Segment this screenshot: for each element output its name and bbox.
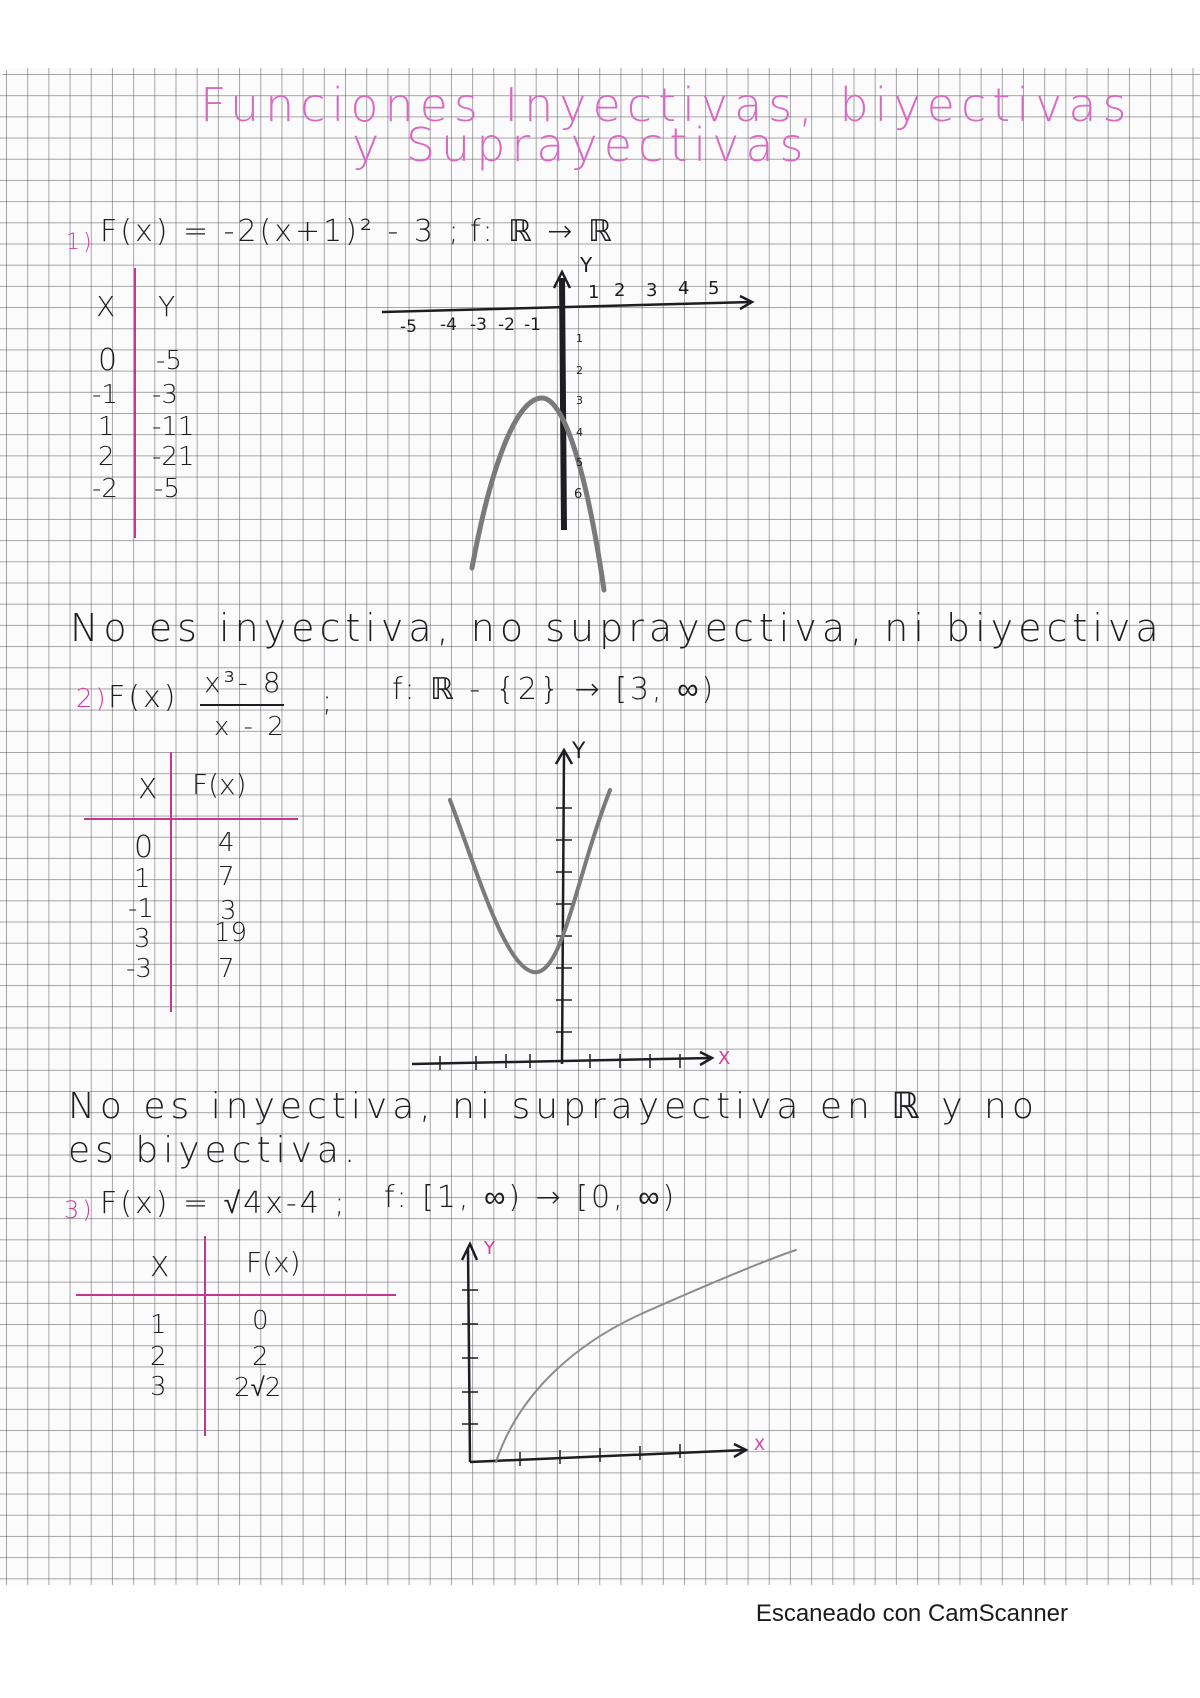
problem2-parabola-curve	[450, 790, 610, 972]
problem2-x-axis-label: X	[718, 1048, 731, 1069]
table-cell: 3	[134, 924, 151, 954]
problem3-y-axis-arrow	[462, 1244, 477, 1260]
problem3-x-axis	[470, 1450, 746, 1462]
table-cell: 0	[252, 1306, 269, 1336]
problem1-number: 1)	[66, 230, 95, 255]
table-cell: -1	[92, 380, 118, 410]
table-cell: 2	[150, 1342, 167, 1372]
problem3-sqrt-curve	[496, 1250, 796, 1462]
problem1-formula: F(x) = -2(x+1)² - 3 ;	[100, 214, 462, 249]
problem2-lhs: F(x)	[108, 680, 179, 715]
problem3-table-header-rule	[76, 1294, 396, 1296]
table-cell: 1	[98, 412, 115, 442]
camscanner-watermark: Escaneado con CamScanner	[755, 1600, 1068, 1627]
table-cell: 1	[134, 864, 151, 894]
problem3-mapping: f: [1, ∞) → [0, ∞)	[384, 1180, 678, 1215]
table-cell: -1	[128, 894, 154, 924]
problem1-x-axis	[382, 302, 752, 312]
problem3-y-axis	[468, 1248, 470, 1462]
x-tick-label: -3	[470, 315, 487, 335]
problem2-numerator: x³- 8	[204, 666, 284, 699]
x-tick-label: -4	[440, 315, 457, 335]
table-cell: 3	[150, 1372, 167, 1402]
problem3-formula: F(x) = √4x-4 ;	[100, 1186, 348, 1221]
problem3-x-axis-label: X	[754, 1435, 765, 1454]
page-title-line1: Funciones Inyectivas, biyectivas	[200, 78, 1133, 132]
table-cell: -11	[152, 412, 195, 442]
problem2-y-axis-label: Y	[572, 739, 586, 764]
table-cell: -21	[152, 442, 195, 472]
problem2-denominator: x - 2	[214, 712, 287, 742]
problem1-table-header-x: X	[96, 290, 116, 323]
x-tick-label: 5	[708, 278, 720, 299]
table-cell: 2	[252, 1342, 269, 1372]
table-cell: 19	[214, 918, 248, 948]
problem2-y-axis	[562, 752, 564, 1064]
problem1-table-header-y: Y	[158, 290, 176, 323]
table-cell: -3	[152, 380, 178, 410]
y-tick-label: 1	[576, 332, 583, 345]
problem3-table-header-fx: F(x)	[246, 1246, 301, 1279]
problem2-table-header-rule	[84, 818, 298, 820]
x-tick-label: 1	[588, 282, 600, 303]
table-cell: 7	[218, 862, 235, 892]
x-tick-label: -5	[400, 317, 417, 337]
problem1-conclusion: No es inyectiva, no suprayectiva, ni biyectiva	[70, 606, 1164, 650]
y-tick-label: 3	[576, 394, 583, 407]
problem3-table-divider	[204, 1236, 206, 1436]
problem1-mapping: f: ℝ → ℝ	[470, 214, 615, 249]
table-cell: -2	[92, 474, 118, 504]
problem3-number: 3)	[64, 1196, 95, 1224]
fraction-bar	[200, 704, 284, 706]
table-cell: 2	[98, 442, 115, 472]
table-cell: 0	[134, 830, 154, 865]
problem2-conclusion-line2: es biyectiva.	[68, 1130, 361, 1171]
table-cell: 0	[98, 343, 118, 378]
table-cell: 7	[218, 954, 235, 984]
y-tick-label: 4	[576, 426, 583, 439]
x-tick-label: 4	[678, 278, 690, 299]
page-title-line2: y Suprayectivas	[352, 118, 810, 172]
table-cell: 1	[150, 1310, 167, 1340]
problem1-y-axis	[562, 278, 564, 530]
problem2-conclusion-line1: No es inyectiva, ni suprayectiva en ℝ y no	[68, 1086, 1039, 1127]
problem3-y-axis-label: Y	[484, 1238, 495, 1259]
table-cell: 2√2	[234, 1373, 282, 1403]
problem2-table-divider	[170, 752, 172, 1012]
problem2-semicolon: ;	[322, 684, 336, 719]
table-cell: -5	[156, 346, 182, 376]
x-tick-label: -2	[498, 315, 515, 335]
x-tick-label: 3	[646, 280, 658, 301]
x-tick-label: 2	[614, 280, 626, 301]
table-cell: 4	[218, 828, 235, 858]
y-tick-label: 5	[576, 456, 583, 469]
problem1-parabola-curve	[472, 398, 604, 590]
table-cell: -5	[154, 474, 180, 504]
x-tick-label: -1	[524, 315, 541, 335]
y-tick-label: 6	[574, 487, 583, 502]
y-tick-label: 2	[576, 364, 583, 377]
table-cell: 3	[220, 896, 237, 926]
problem2-mapping: f: ℝ - {2} → [3, ∞)	[392, 672, 717, 707]
problem2-number: 2)	[76, 684, 109, 714]
problem2-table-header-fx: F(x)	[192, 768, 247, 801]
problem1-y-axis-label: Y	[580, 253, 593, 277]
problem3-table-header-x: X	[150, 1250, 170, 1283]
problem2-table-header-x: X	[138, 772, 158, 805]
table-cell: -3	[126, 954, 152, 984]
